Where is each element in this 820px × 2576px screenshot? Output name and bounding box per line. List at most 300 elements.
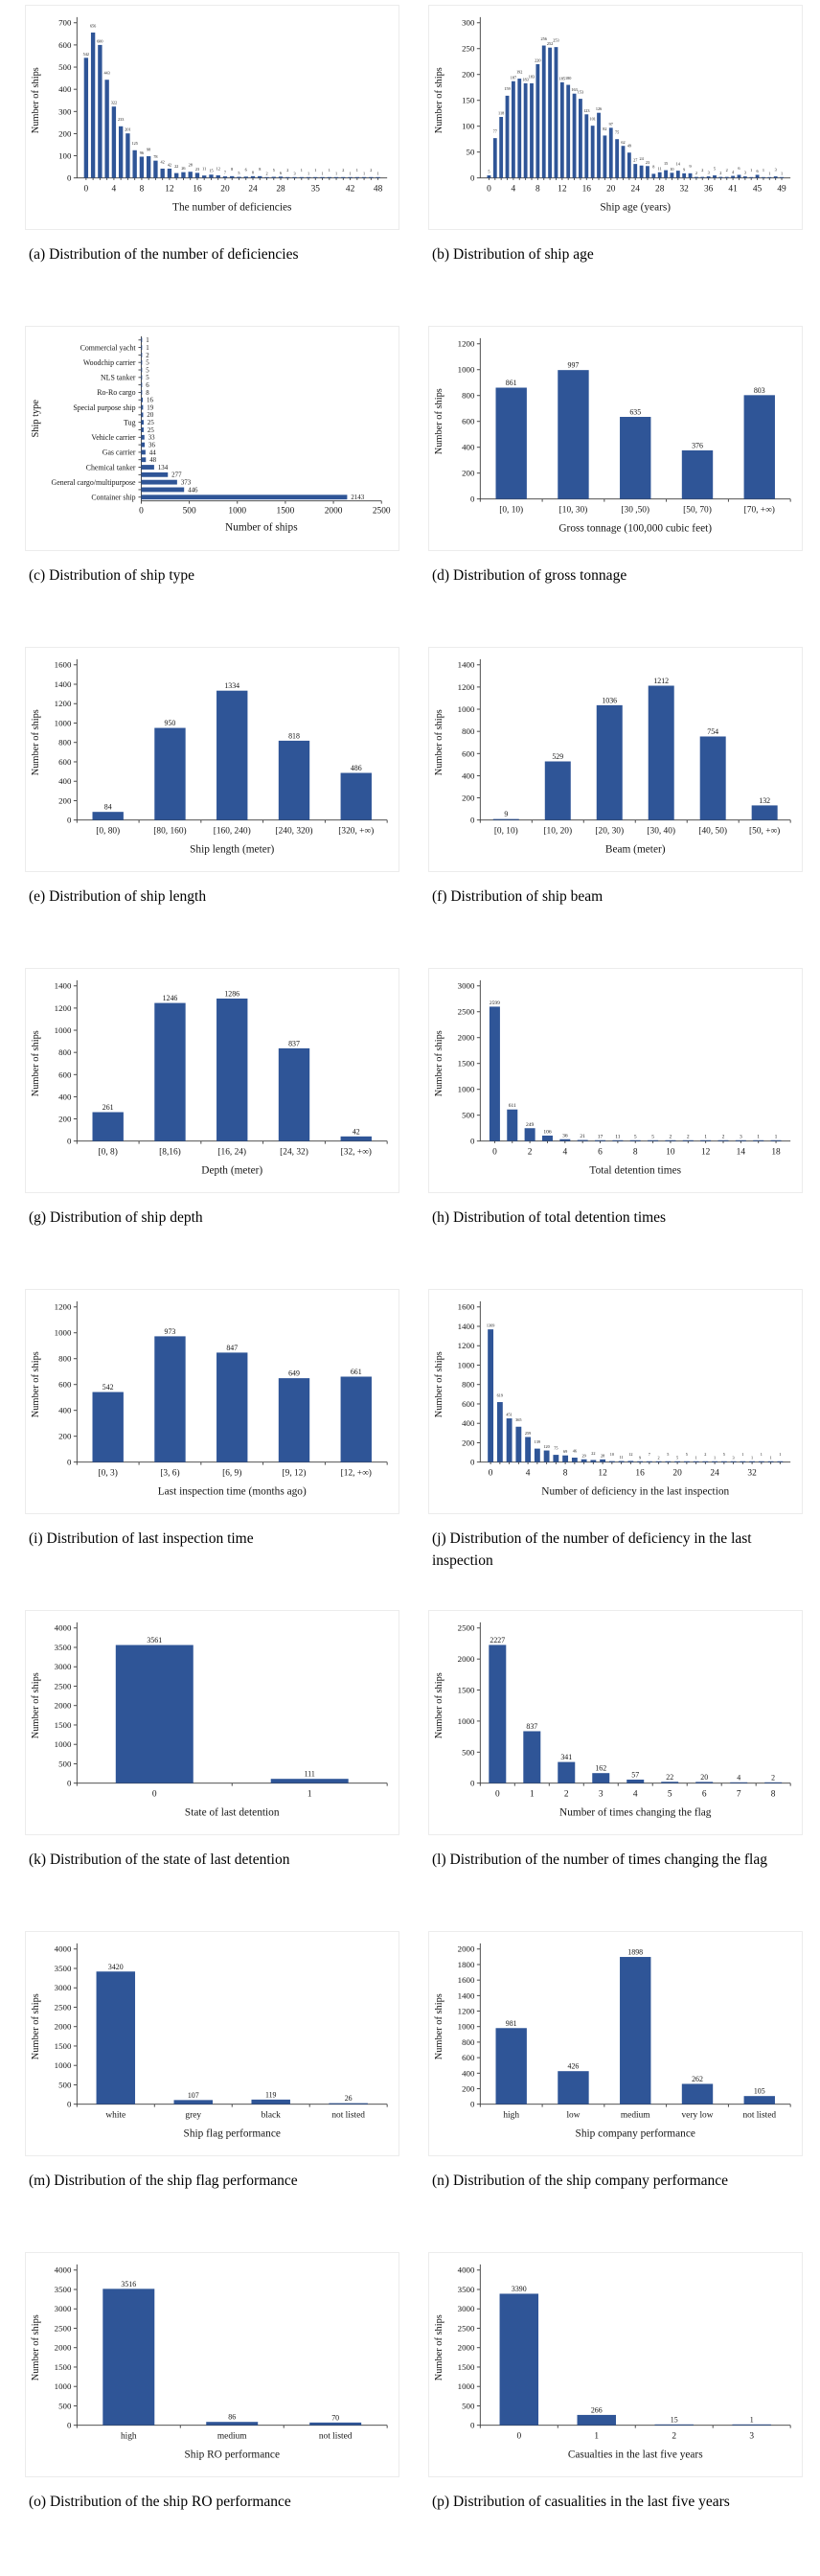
svg-text:118: 118: [498, 110, 505, 116]
chart-n: [428, 1931, 803, 2252]
svg-text:8: 8: [231, 167, 234, 172]
svg-text:15: 15: [663, 160, 669, 166]
svg-text:1500: 1500: [276, 506, 295, 517]
svg-text:5: 5: [685, 1452, 688, 1458]
svg-text:Tug: Tug: [124, 418, 136, 427]
svg-text:400: 400: [462, 442, 475, 452]
svg-text:4: 4: [111, 184, 117, 195]
svg-text:8: 8: [652, 164, 655, 170]
chart-h-plot: [428, 968, 803, 1193]
svg-text:1: 1: [741, 1452, 744, 1458]
svg-text:General cargo/multipurpose: General cargo/multipurpose: [51, 477, 136, 487]
svg-text:11: 11: [619, 1455, 624, 1460]
svg-text:252: 252: [546, 41, 554, 47]
svg-text:[50, 70): [50, 70): [683, 505, 712, 516]
svg-text:611: 611: [508, 1103, 516, 1110]
svg-text:5: 5: [146, 367, 149, 375]
svg-text:0: 0: [469, 2420, 475, 2430]
svg-text:Number of ships: Number of ships: [433, 1672, 444, 1739]
svg-text:259: 259: [524, 1431, 532, 1437]
svg-text:Ro-Ro cargo: Ro-Ro cargo: [97, 388, 136, 398]
svg-text:2500: 2500: [372, 506, 391, 517]
svg-text:1: 1: [695, 1455, 697, 1460]
svg-text:153: 153: [577, 89, 584, 95]
chart-e-caption: (e) Distribution of ship length: [29, 888, 207, 905]
svg-text:997: 997: [567, 360, 580, 370]
svg-text:21: 21: [580, 1134, 585, 1140]
svg-text:Ship company performance: Ship company performance: [575, 2128, 695, 2140]
svg-text:6: 6: [598, 1147, 603, 1158]
svg-text:1400: 1400: [54, 678, 72, 689]
svg-text:200: 200: [58, 1114, 72, 1124]
svg-text:3000: 3000: [54, 1662, 72, 1672]
svg-text:26: 26: [344, 2094, 353, 2104]
chart-g: [25, 968, 399, 1289]
svg-text:649: 649: [288, 1368, 300, 1378]
svg-text:5: 5: [238, 171, 240, 176]
svg-text:1: 1: [529, 1789, 535, 1800]
svg-text:0: 0: [66, 815, 72, 825]
svg-text:2: 2: [701, 167, 704, 172]
svg-text:Ship flag performance: Ship flag performance: [183, 2128, 281, 2140]
svg-text:5: 5: [272, 167, 275, 172]
svg-text:[0, 10): [0, 10): [493, 826, 518, 837]
svg-text:126: 126: [595, 106, 603, 112]
svg-text:6: 6: [244, 167, 247, 172]
svg-text:42: 42: [167, 162, 172, 168]
svg-text:5: 5: [146, 375, 149, 382]
svg-text:1: 1: [376, 171, 379, 176]
svg-text:Container ship: Container ship: [91, 493, 136, 502]
svg-text:78: 78: [153, 154, 158, 160]
svg-text:0: 0: [469, 494, 475, 504]
chart-h: [428, 968, 803, 1289]
svg-text:1: 1: [594, 2431, 600, 2442]
chart-n-canvas: [429, 1932, 802, 2155]
svg-text:9: 9: [504, 810, 509, 819]
chart-d-canvas: [429, 327, 802, 550]
svg-text:5: 5: [651, 1134, 654, 1140]
svg-text:Number of ships: Number of ships: [30, 709, 41, 776]
svg-text:3500: 3500: [54, 2284, 72, 2294]
svg-text:Vehicle carrier: Vehicle carrier: [91, 433, 136, 443]
svg-text:41: 41: [728, 184, 738, 195]
svg-text:2: 2: [672, 2431, 677, 2442]
svg-text:800: 800: [462, 726, 475, 737]
svg-text:Number of times changing the f: Number of times changing the flag: [559, 1806, 712, 1819]
chart-g-caption: (g) Distribution of ship depth: [29, 1209, 203, 1226]
svg-text:1898: 1898: [627, 1947, 644, 1957]
chart-f-plot: [428, 647, 803, 872]
svg-text:2: 2: [657, 1455, 660, 1460]
svg-text:32: 32: [679, 184, 689, 195]
svg-text:2143: 2143: [351, 494, 365, 502]
svg-text:249: 249: [525, 1121, 535, 1128]
svg-text:Number of ships: Number of ships: [433, 709, 444, 776]
chart-n-plot: [428, 1931, 803, 2156]
svg-text:973: 973: [164, 1326, 176, 1336]
svg-text:2227: 2227: [490, 1635, 506, 1644]
svg-text:183: 183: [522, 77, 529, 82]
svg-text:28: 28: [600, 1453, 605, 1459]
svg-text:1000: 1000: [54, 2381, 72, 2392]
svg-text:3420: 3420: [107, 1962, 124, 1971]
svg-text:15: 15: [209, 168, 214, 173]
chart-i-canvas: [26, 1290, 399, 1513]
svg-text:75: 75: [615, 129, 620, 135]
chart-m: [25, 1931, 399, 2252]
svg-text:0: 0: [66, 2099, 72, 2109]
svg-text:[10, 30): [10, 30): [558, 505, 588, 516]
svg-text:400: 400: [462, 2068, 475, 2079]
svg-text:2: 2: [563, 1789, 569, 1800]
svg-text:1: 1: [321, 171, 324, 176]
chart-c-plot: [25, 326, 399, 551]
svg-text:0: 0: [66, 2420, 72, 2430]
svg-text:3000: 3000: [54, 1983, 72, 1993]
svg-text:medium: medium: [216, 2431, 247, 2442]
chart-l-plot: [428, 1610, 803, 1835]
svg-text:1200: 1200: [457, 1341, 475, 1351]
svg-text:2: 2: [771, 1773, 776, 1782]
chart-k-caption: (k) Distribution of the state of last detention: [29, 1852, 290, 1868]
svg-text:42: 42: [345, 184, 355, 195]
chart-m-plot: [25, 1931, 399, 2156]
svg-text:2: 2: [286, 168, 289, 173]
svg-text:Ship type: Ship type: [30, 400, 41, 438]
svg-text:837: 837: [526, 1722, 538, 1732]
svg-text:9: 9: [683, 167, 686, 172]
svg-text:22: 22: [666, 1772, 674, 1782]
svg-text:2: 2: [725, 167, 728, 172]
svg-text:20: 20: [606, 184, 616, 195]
svg-text:20: 20: [220, 184, 230, 195]
svg-text:800: 800: [58, 737, 72, 748]
svg-text:2: 2: [669, 1134, 672, 1140]
chart-c: [25, 326, 399, 647]
svg-text:[30 ,50): [30 ,50): [621, 505, 650, 516]
svg-text:1: 1: [307, 1789, 312, 1800]
svg-text:50: 50: [466, 147, 475, 157]
svg-text:22: 22: [174, 163, 179, 169]
svg-text:12: 12: [165, 184, 174, 195]
chart-j-canvas: [429, 1290, 802, 1513]
svg-text:4: 4: [511, 184, 516, 195]
svg-text:100: 100: [462, 121, 475, 131]
svg-text:[10, 20): [10, 20): [543, 826, 573, 837]
svg-text:[20, 30): [20, 30): [595, 826, 625, 837]
svg-text:44: 44: [148, 449, 156, 457]
svg-text:2: 2: [686, 1134, 690, 1140]
svg-text:low: low: [566, 2110, 581, 2121]
svg-text:1400: 1400: [457, 1990, 475, 2001]
svg-text:4000: 4000: [54, 1944, 72, 1954]
svg-text:24: 24: [639, 156, 644, 162]
svg-text:1600: 1600: [54, 659, 72, 670]
svg-text:Gas carrier: Gas carrier: [102, 448, 136, 457]
svg-text:0: 0: [151, 1789, 157, 1800]
svg-text:1000: 1000: [228, 506, 247, 517]
svg-text:322: 322: [110, 100, 118, 105]
svg-text:800: 800: [462, 1379, 475, 1390]
svg-text:847: 847: [226, 1343, 239, 1352]
svg-text:6: 6: [738, 165, 740, 171]
svg-text:[0, 8): [0, 8): [98, 1147, 118, 1158]
svg-text:365: 365: [515, 1417, 522, 1423]
svg-text:2: 2: [704, 1452, 707, 1458]
svg-text:2500: 2500: [457, 1006, 475, 1017]
svg-text:2500: 2500: [54, 2002, 72, 2012]
chart-b: [428, 5, 803, 326]
svg-text:500: 500: [182, 506, 196, 517]
svg-text:[70, +∞): [70, +∞): [743, 505, 775, 516]
svg-text:1200: 1200: [54, 1301, 72, 1312]
svg-text:1: 1: [780, 171, 784, 176]
chart-i: [25, 1289, 399, 1610]
svg-text:119: 119: [264, 2090, 277, 2100]
svg-text:4: 4: [525, 1468, 531, 1479]
svg-text:3: 3: [598, 1789, 604, 1800]
svg-text:400: 400: [58, 84, 72, 95]
chart-i-plot: [25, 1289, 399, 1514]
svg-text:2000: 2000: [54, 2342, 72, 2353]
svg-text:2500: 2500: [457, 2323, 475, 2334]
svg-text:Number of ships: Number of ships: [30, 1993, 41, 2060]
svg-text:2000: 2000: [324, 506, 343, 517]
svg-text:1: 1: [769, 1455, 772, 1460]
chart-e-plot: [25, 647, 399, 872]
svg-text:1800: 1800: [457, 1959, 475, 1969]
svg-text:661: 661: [350, 1368, 362, 1377]
svg-text:black: black: [261, 2110, 281, 2121]
svg-text:32: 32: [747, 1468, 757, 1479]
svg-text:1: 1: [146, 337, 149, 345]
svg-text:[320, +∞): [320, +∞): [338, 826, 375, 837]
svg-text:high: high: [120, 2431, 137, 2442]
svg-text:500: 500: [462, 1110, 475, 1120]
svg-text:24: 24: [710, 1468, 719, 1479]
svg-text:75: 75: [554, 1445, 558, 1451]
chart-d-caption: (d) Distribution of gross tonnage: [432, 567, 627, 584]
chart-m-caption: (m) Distribution of the ship flag performance: [29, 2173, 298, 2189]
svg-text:1: 1: [768, 171, 771, 176]
svg-text:11: 11: [657, 166, 662, 172]
svg-text:443: 443: [103, 70, 110, 76]
svg-text:4: 4: [562, 1147, 568, 1158]
svg-text:600: 600: [58, 756, 72, 767]
svg-text:57: 57: [631, 1770, 640, 1780]
svg-text:376: 376: [692, 441, 703, 450]
svg-text:1500: 1500: [457, 1058, 475, 1069]
svg-text:1: 1: [349, 171, 352, 176]
chart-p: [428, 2252, 803, 2573]
svg-text:7: 7: [223, 170, 227, 175]
svg-text:[12, +∞): [12, +∞): [340, 1468, 372, 1479]
chart-o-caption: (o) Distribution of the ship RO performance: [29, 2494, 291, 2510]
svg-text:837: 837: [288, 1039, 300, 1048]
svg-text:0: 0: [469, 815, 475, 825]
svg-text:16: 16: [581, 184, 591, 195]
svg-text:Total detention times: Total detention times: [589, 1164, 682, 1177]
svg-text:529: 529: [552, 752, 564, 762]
chart-e-canvas: [26, 648, 399, 871]
svg-text:0: 0: [494, 1789, 500, 1800]
svg-text:107: 107: [187, 2090, 199, 2100]
svg-text:1500: 1500: [54, 1719, 72, 1730]
svg-text:373: 373: [180, 479, 192, 487]
svg-text:14: 14: [675, 161, 680, 167]
svg-text:600: 600: [462, 748, 475, 759]
svg-text:1000: 1000: [54, 1327, 72, 1338]
svg-text:0: 0: [487, 184, 491, 195]
svg-text:2599: 2599: [489, 1000, 500, 1006]
svg-text:200: 200: [58, 128, 72, 139]
svg-text:State of last detention: State of last detention: [184, 1806, 280, 1819]
svg-text:159: 159: [504, 86, 511, 92]
svg-text:1: 1: [355, 168, 358, 173]
svg-text:0: 0: [492, 1147, 497, 1158]
svg-text:[3, 6): [3, 6): [160, 1468, 180, 1479]
svg-text:3: 3: [293, 171, 296, 176]
svg-text:7: 7: [736, 1789, 741, 1800]
svg-text:22: 22: [591, 1450, 596, 1456]
svg-text:2: 2: [265, 171, 268, 176]
svg-text:277: 277: [171, 472, 182, 479]
svg-text:[80, 160): [80, 160): [153, 826, 187, 837]
svg-text:1200: 1200: [457, 338, 475, 349]
svg-text:261: 261: [102, 1103, 114, 1113]
svg-text:2: 2: [146, 352, 149, 359]
svg-text:12: 12: [216, 166, 220, 172]
svg-text:Number of deficiency in the la: Number of deficiency in the last inspection: [541, 1485, 730, 1498]
chart-l: [428, 1610, 803, 1931]
svg-text:15: 15: [670, 2415, 678, 2425]
svg-text:341: 341: [560, 1753, 573, 1762]
svg-text:0: 0: [83, 184, 89, 195]
svg-text:62: 62: [621, 139, 626, 145]
svg-text:[16, 24): [16, 24): [217, 1147, 247, 1158]
svg-text:6: 6: [279, 170, 283, 175]
svg-text:Number of ships: Number of ships: [433, 67, 444, 134]
svg-text:700: 700: [58, 17, 72, 28]
svg-text:1246: 1246: [162, 994, 178, 1003]
svg-text:8: 8: [770, 1789, 776, 1800]
svg-text:16: 16: [635, 1468, 645, 1479]
svg-text:266: 266: [590, 2405, 603, 2415]
svg-text:96: 96: [139, 150, 145, 156]
svg-text:1: 1: [779, 1452, 782, 1458]
svg-text:1000: 1000: [54, 1739, 72, 1750]
svg-text:3500: 3500: [54, 1642, 72, 1652]
chart-k: [25, 1610, 399, 1931]
svg-text:139: 139: [534, 1438, 541, 1444]
chart-g-plot: [25, 968, 399, 1193]
svg-text:4: 4: [632, 1789, 638, 1800]
svg-text:48: 48: [149, 457, 157, 465]
svg-text:4000: 4000: [54, 1622, 72, 1633]
svg-text:201: 201: [125, 126, 131, 132]
svg-text:542: 542: [102, 1383, 114, 1392]
svg-text:8: 8: [139, 184, 145, 195]
svg-text:200: 200: [462, 69, 475, 80]
svg-text:446: 446: [188, 487, 198, 494]
svg-text:233: 233: [117, 117, 125, 123]
svg-text:0: 0: [516, 2431, 522, 2442]
svg-text:not listed: not listed: [318, 2431, 353, 2442]
svg-text:19: 19: [147, 404, 154, 412]
chart-p-plot: [428, 2252, 803, 2477]
svg-text:0: 0: [488, 1468, 493, 1479]
svg-text:400: 400: [58, 1405, 72, 1415]
svg-text:162: 162: [595, 1763, 607, 1773]
svg-text:3516: 3516: [121, 2279, 137, 2288]
svg-text:82: 82: [603, 126, 607, 131]
svg-text:42: 42: [352, 1127, 360, 1137]
svg-text:9: 9: [689, 164, 692, 170]
chart-b-canvas: [429, 6, 802, 229]
svg-text:5: 5: [633, 1134, 637, 1140]
chart-f-caption: (f) Distribution of ship beam: [432, 888, 604, 905]
svg-text:12: 12: [558, 184, 567, 195]
svg-text:600: 600: [58, 1070, 72, 1080]
svg-text:1200: 1200: [54, 699, 72, 709]
chart-o-canvas: [26, 2253, 399, 2476]
svg-text:77: 77: [492, 128, 497, 134]
svg-text:101: 101: [589, 116, 596, 122]
svg-text:600: 600: [97, 38, 103, 44]
svg-text:1: 1: [751, 1455, 754, 1460]
svg-text:[30, 40): [30, 40): [647, 826, 676, 837]
chart-j: [428, 1289, 803, 1610]
svg-text:1: 1: [762, 168, 765, 173]
chart-j-caption: (j) Distribution of the number of deficiency in the last inspection: [432, 1530, 752, 1570]
svg-text:33: 33: [148, 434, 155, 442]
svg-text:400: 400: [58, 776, 72, 787]
svg-text:0: 0: [469, 2099, 475, 2109]
svg-text:1286: 1286: [224, 989, 240, 999]
chart-a-caption: (a) Distribution of the number of deficiencies: [29, 246, 299, 263]
svg-text:[0, 3): [0, 3): [98, 1468, 118, 1479]
chart-p-caption: (p) Distribution of casualities in the last five years: [432, 2494, 730, 2510]
svg-text:[6, 9): [6, 9): [222, 1468, 242, 1479]
svg-text:16: 16: [147, 397, 153, 404]
svg-text:400: 400: [58, 1092, 72, 1102]
svg-text:163: 163: [571, 87, 578, 93]
svg-text:100: 100: [58, 150, 72, 161]
svg-text:Number of ships: Number of ships: [30, 1672, 41, 1739]
svg-text:2: 2: [721, 1134, 725, 1140]
svg-text:1000: 1000: [457, 2021, 475, 2032]
svg-text:183: 183: [528, 74, 535, 80]
svg-text:12: 12: [628, 1451, 633, 1457]
svg-text:Number of ships: Number of ships: [433, 1030, 444, 1097]
svg-text:69: 69: [562, 1449, 568, 1455]
svg-text:200: 200: [58, 795, 72, 806]
svg-text:1: 1: [704, 1134, 708, 1140]
svg-text:2000: 2000: [54, 2021, 72, 2032]
svg-text:1200: 1200: [457, 681, 475, 692]
svg-text:400: 400: [462, 1418, 475, 1429]
chart-k-canvas: [26, 1611, 399, 1834]
svg-text:8: 8: [632, 1147, 638, 1158]
svg-text:8: 8: [251, 170, 255, 175]
svg-text:20: 20: [672, 1468, 682, 1479]
svg-text:5: 5: [667, 1452, 670, 1458]
svg-text:0: 0: [66, 1136, 72, 1146]
svg-text:1: 1: [307, 171, 310, 176]
svg-text:27: 27: [633, 157, 638, 163]
svg-text:6: 6: [701, 1789, 707, 1800]
